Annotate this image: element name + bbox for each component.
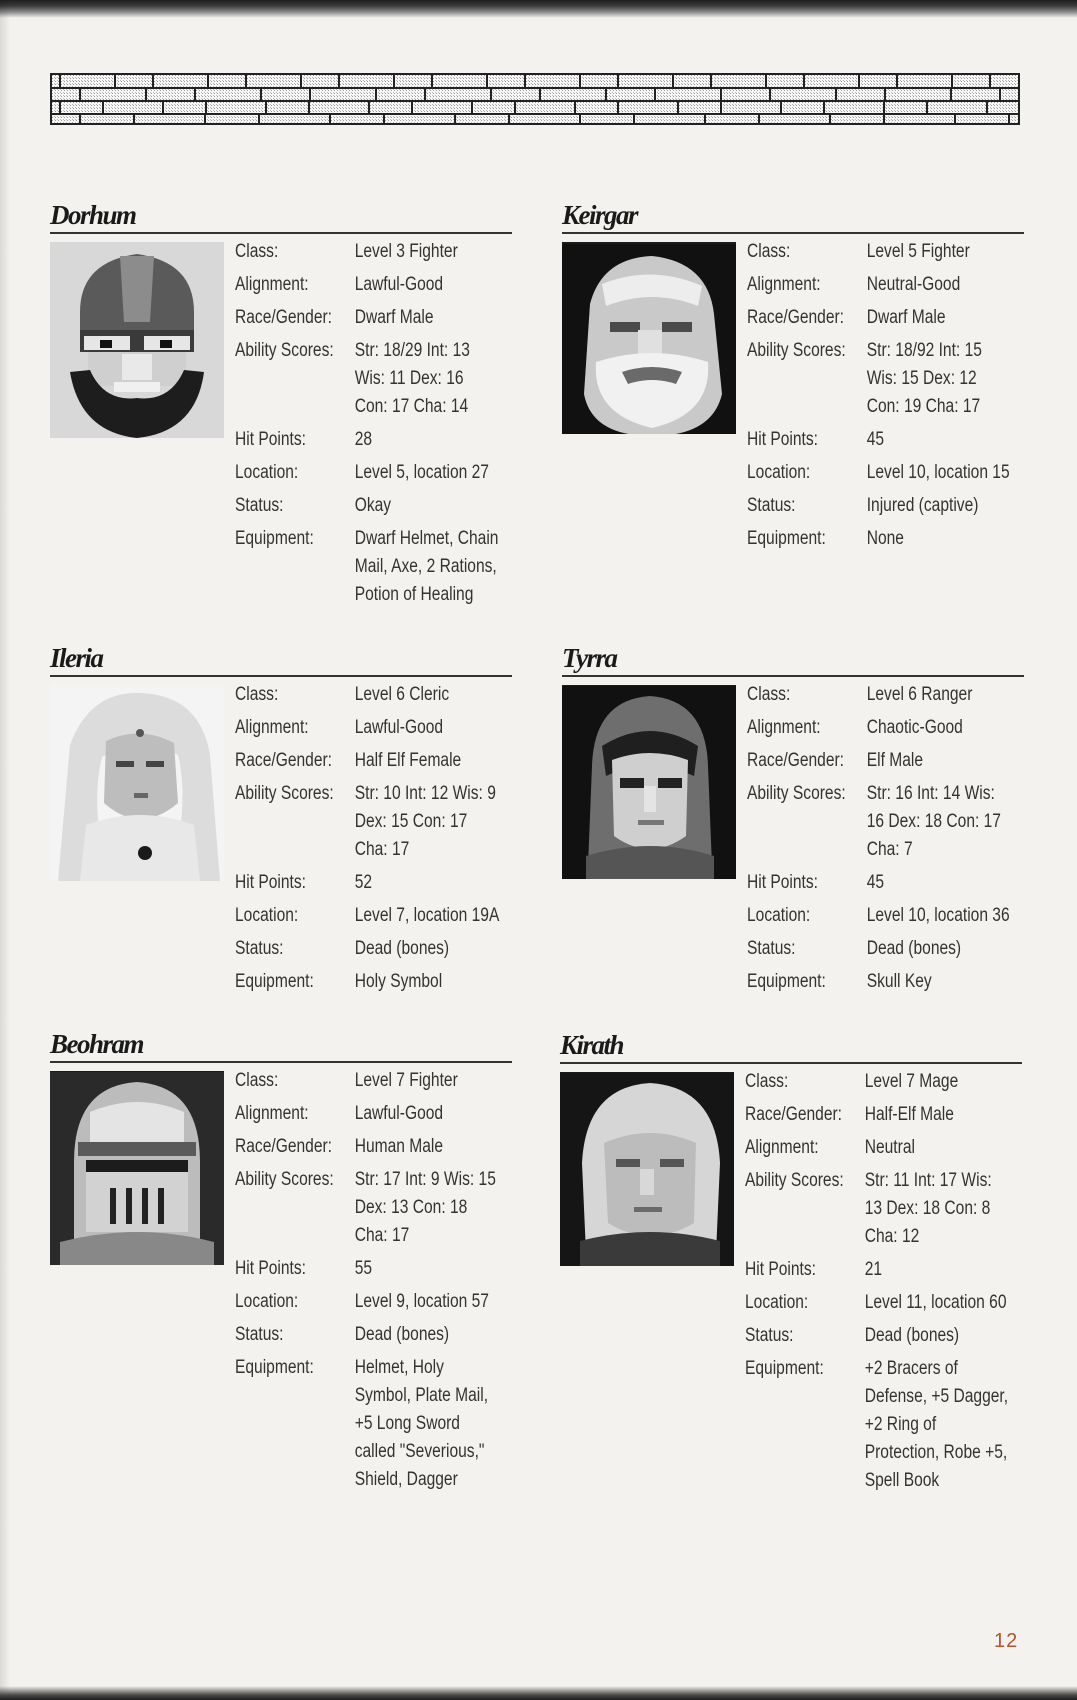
stat-value: Dead (bones) <box>864 1325 960 1346</box>
stat-label: Location: <box>745 1292 809 1313</box>
stat-label: Equipment: <box>235 528 314 549</box>
stat-label: Hit Points: <box>745 1259 817 1280</box>
stat-value: Level 6 Cleric <box>354 684 450 705</box>
stat-label: Status: <box>747 495 796 516</box>
stat-row <box>745 1068 975 1096</box>
stat-row <box>745 1355 1009 1495</box>
heading-rule <box>562 232 1024 234</box>
character-beohram <box>50 1029 512 1490</box>
stat-label: Hit Points: <box>747 429 819 450</box>
stat-row <box>235 714 465 742</box>
stat-row <box>235 780 496 864</box>
half-elf-mage-portrait <box>560 1072 734 1266</box>
stat-label: Ability Scores: <box>745 1170 844 1191</box>
heading-rule <box>50 1061 512 1063</box>
character-kirath <box>560 1030 1022 1491</box>
stat-row <box>235 426 465 454</box>
stat-value: Human Male <box>354 1136 444 1157</box>
stat-value: None <box>866 528 904 549</box>
stat-label: Alignment: <box>747 717 821 738</box>
heading-rule <box>560 1062 1022 1064</box>
character-name: Beohram <box>50 1029 144 1059</box>
stone-wall-banner <box>50 73 1020 125</box>
stat-value: Neutral-Good <box>866 274 961 295</box>
stat-value: Level 10, location 15 <box>866 462 1010 483</box>
stat-value: Dwarf Male <box>354 307 434 328</box>
stat-label: Location: <box>747 462 811 483</box>
stat-value: Injured (captive) <box>866 495 979 516</box>
stat-row <box>745 1134 975 1162</box>
stat-label: Class: <box>747 684 791 705</box>
character-name: Keirgar <box>562 200 638 230</box>
stat-value: Level 9, location 57 <box>354 1291 489 1312</box>
character-name: Kirath <box>560 1030 624 1060</box>
stat-value: Dead (bones) <box>354 938 450 959</box>
stat-value: Half Elf Female <box>354 750 462 771</box>
stat-row <box>747 714 977 742</box>
stat-row <box>747 304 977 332</box>
stat-label: Status: <box>235 938 284 959</box>
dwarf-helmet-portrait <box>50 242 224 438</box>
stat-value: Level 5, location 27 <box>354 462 489 483</box>
stat-label: Hit Points: <box>235 1258 307 1279</box>
stat-label: Status: <box>745 1325 794 1346</box>
stat-label: Race/Gender: <box>235 307 333 328</box>
stat-row <box>745 1289 1007 1317</box>
stat-row <box>235 304 465 332</box>
stat-label: Equipment: <box>235 1357 314 1378</box>
stat-row <box>747 902 1010 930</box>
stat-value: 55 <box>354 1258 373 1279</box>
stat-row <box>235 1321 465 1349</box>
stat-value: Level 6 Ranger <box>866 684 973 705</box>
stat-row <box>235 1067 465 1095</box>
stat-row <box>747 492 977 520</box>
stat-label: Race/Gender: <box>747 307 845 328</box>
stat-label: Ability Scores: <box>235 783 334 804</box>
stat-row <box>745 1167 992 1251</box>
stat-row <box>235 1166 496 1250</box>
stat-value: Helmet, Holy Symbol, Plate Mail, +5 Long Sword called "Severious," Shield, Dagger <box>354 1357 489 1490</box>
stat-row <box>747 869 977 897</box>
stat-label: Equipment: <box>235 971 314 992</box>
stat-row <box>235 869 465 897</box>
stat-row <box>235 935 465 963</box>
stat-label: Location: <box>235 905 299 926</box>
stat-row <box>235 968 465 996</box>
stat-row <box>747 459 1010 487</box>
stat-value: +2 Bracers of Defense, +5 Dagger, +2 Ring of Protection, Robe +5, Spell Book <box>864 1358 1009 1491</box>
stat-label: Hit Points: <box>235 872 307 893</box>
heading-rule <box>50 232 512 234</box>
stat-label: Alignment: <box>235 1103 309 1124</box>
stat-row <box>747 337 982 421</box>
stat-label: Ability Scores: <box>235 340 334 361</box>
character-name: Dorhum <box>50 200 136 230</box>
stat-value: Level 5 Fighter <box>866 241 970 262</box>
stat-label: Equipment: <box>747 971 826 992</box>
stat-label: Hit Points: <box>747 872 819 893</box>
stat-value: Str: 18/92 Int: 15 Wis: 15 Dex: 12 Con: 19 Cha: 17 <box>866 340 982 417</box>
stat-value: Str: 16 Int: 14 Wis: 16 Dex: 18 Con: 17 Cha: 7 <box>866 783 1001 860</box>
character-stats <box>745 1068 1009 1500</box>
character-stats <box>747 681 1010 1001</box>
stat-value: Chaotic-Good <box>866 717 963 738</box>
stat-label: Race/Gender: <box>235 750 333 771</box>
hooded-ranger-portrait <box>562 685 736 879</box>
character-dorhum <box>50 200 512 605</box>
stat-row <box>747 271 977 299</box>
character-tyrra <box>562 643 1024 992</box>
page-number: 12 <box>994 1630 1019 1652</box>
stat-value: Dead (bones) <box>354 1324 450 1345</box>
stat-row <box>235 1133 465 1161</box>
character-name: Tyrra <box>562 643 617 673</box>
stat-label: Alignment: <box>747 274 821 295</box>
stat-value: Dead (bones) <box>866 938 962 959</box>
stat-value: Str: 18/29 Int: 13 Wis: 11 Dex: 16 Con: 17 Cha: 14 <box>354 340 470 417</box>
character-keirgar <box>562 200 1024 549</box>
stat-row <box>747 747 977 775</box>
stat-row <box>235 1100 465 1128</box>
stat-row <box>745 1101 975 1129</box>
stat-row <box>235 271 465 299</box>
stat-row <box>747 238 977 266</box>
stat-row <box>235 459 489 487</box>
stat-value: Level 10, location 36 <box>866 905 1010 926</box>
character-stats <box>235 1067 496 1499</box>
stat-label: Alignment: <box>235 274 309 295</box>
stat-value: Lawful-Good <box>354 274 444 295</box>
stat-row <box>747 681 977 709</box>
stat-value: Dwarf Helmet, Chain Mail, Axe, 2 Rations, Potion of Healing <box>354 528 499 605</box>
stat-value: Str: 11 Int: 17 Wis: 13 Dex: 18 Con: 8 Cha: 12 <box>864 1170 992 1247</box>
stat-label: Class: <box>235 684 279 705</box>
stat-value: Lawful-Good <box>354 717 444 738</box>
heading-rule <box>562 675 1024 677</box>
stat-value: Okay <box>354 495 392 516</box>
stat-value: Level 11, location 60 <box>864 1292 1007 1313</box>
stat-row <box>747 525 977 553</box>
heading-rule <box>50 675 512 677</box>
stat-label: Location: <box>747 905 811 926</box>
stat-value: Str: 17 Int: 9 Wis: 15 Dex: 13 Con: 18 Cha: 17 <box>354 1169 496 1246</box>
stat-row <box>235 747 465 775</box>
stat-row <box>745 1256 975 1284</box>
stat-value: 52 <box>354 872 373 893</box>
stat-row <box>235 681 465 709</box>
stat-label: Status: <box>747 938 796 959</box>
knight-helm-portrait <box>50 1071 224 1265</box>
stat-row <box>745 1322 975 1350</box>
old-dwarf-portrait <box>562 242 736 434</box>
stat-row <box>235 1255 465 1283</box>
stat-label: Status: <box>235 1324 284 1345</box>
stat-value: 45 <box>866 429 885 450</box>
stat-row <box>747 968 977 996</box>
stat-value: 28 <box>354 429 373 450</box>
stat-label: Hit Points: <box>235 429 307 450</box>
stat-label: Alignment: <box>235 717 309 738</box>
stat-label: Ability Scores: <box>747 340 846 361</box>
stat-value: Str: 10 Int: 12 Wis: 9 Dex: 15 Con: 17 Cha: 17 <box>354 783 496 860</box>
stat-row <box>235 238 465 266</box>
stat-row <box>235 337 470 421</box>
stat-label: Alignment: <box>745 1137 819 1158</box>
stat-row <box>235 492 465 520</box>
stat-label: Location: <box>235 1291 299 1312</box>
character-stats <box>235 681 500 1001</box>
stat-label: Location: <box>235 462 299 483</box>
stat-label: Equipment: <box>747 528 826 549</box>
stat-label: Race/Gender: <box>745 1104 843 1125</box>
stat-row <box>235 525 499 609</box>
stat-label: Class: <box>747 241 791 262</box>
stat-label: Class: <box>745 1071 789 1092</box>
stat-label: Race/Gender: <box>747 750 845 771</box>
stat-value: Dwarf Male <box>866 307 946 328</box>
stat-label: Equipment: <box>745 1358 824 1379</box>
stat-label: Class: <box>235 241 279 262</box>
stat-label: Status: <box>235 495 284 516</box>
stat-value: 45 <box>866 872 885 893</box>
stat-value: Half-Elf Male <box>864 1104 954 1125</box>
stat-value: Level 3 Fighter <box>354 241 458 262</box>
page-bottom-edge <box>0 1686 1077 1700</box>
character-ileria <box>50 643 512 992</box>
stat-row <box>747 935 977 963</box>
half-elf-cleric-portrait <box>50 685 224 881</box>
stat-value: Lawful-Good <box>354 1103 444 1124</box>
stat-value: Holy Symbol <box>354 971 443 992</box>
stat-value: Elf Male <box>866 750 924 771</box>
stat-label: Ability Scores: <box>747 783 846 804</box>
stat-label: Race/Gender: <box>235 1136 333 1157</box>
stat-label: Class: <box>235 1070 279 1091</box>
stat-value: Skull Key <box>866 971 932 992</box>
stat-row <box>235 902 500 930</box>
stat-label: Ability Scores: <box>235 1169 334 1190</box>
stat-value: Neutral <box>864 1137 915 1158</box>
stat-row <box>747 426 977 454</box>
stat-value: Level 7, location 19A <box>354 905 500 926</box>
stat-value: 21 <box>864 1259 883 1280</box>
page-left-edge <box>0 0 10 1700</box>
character-stats <box>747 238 1010 558</box>
character-name: Ileria <box>50 643 103 673</box>
stat-value: Level 7 Fighter <box>354 1070 458 1091</box>
character-stats <box>235 238 499 614</box>
stat-row <box>235 1354 489 1494</box>
stat-row <box>235 1288 489 1316</box>
stat-value: Level 7 Mage <box>864 1071 959 1092</box>
page-top-edge <box>0 0 1077 18</box>
stat-row <box>747 780 1001 864</box>
